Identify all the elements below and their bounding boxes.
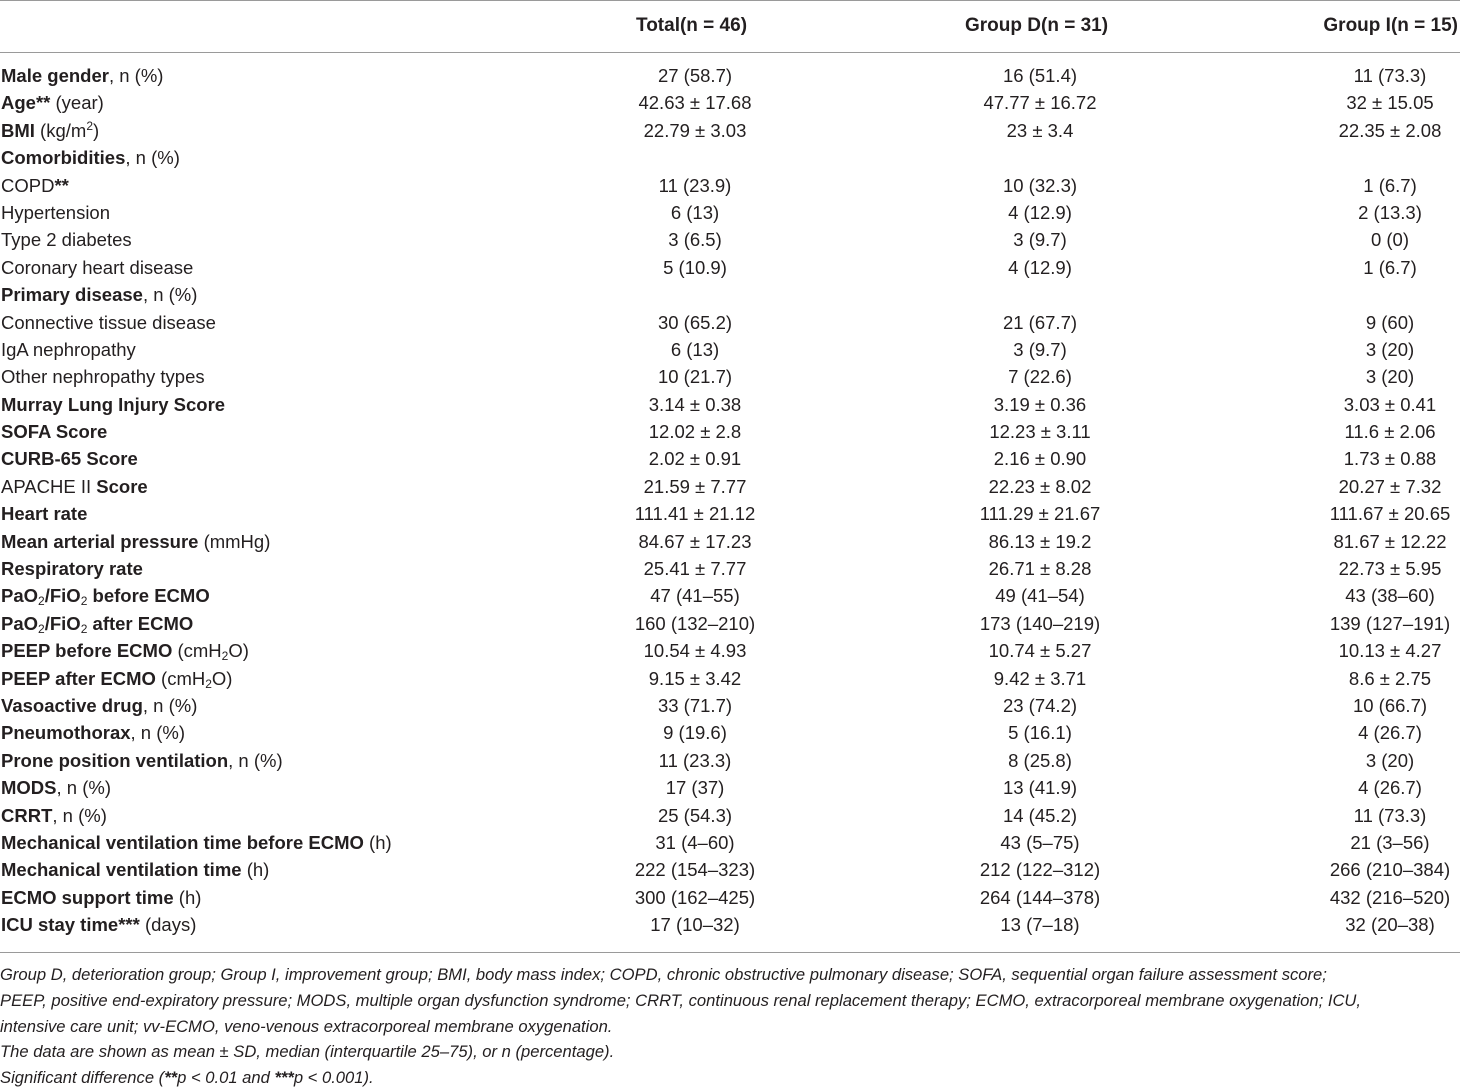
label-unit: (days) [139, 914, 197, 936]
row-label [1, 802, 107, 829]
row-label [1, 829, 392, 856]
table-row [0, 610, 1460, 637]
label-text: COPD [1, 174, 55, 196]
label-bold: Male gender [1, 65, 109, 86]
cell-group-i: 139 (127–191) [1329, 612, 1451, 634]
cell-group-i: 43 (38–60) [1345, 585, 1435, 607]
table-body [0, 62, 1460, 939]
header-group-i: Group I(n = 15) [1323, 15, 1458, 36]
table-row [0, 254, 1460, 281]
label-bold: PEEP after ECMO [1, 667, 156, 689]
cell-total: 6 (13) [670, 201, 720, 223]
label-bold: before ECMO [92, 585, 210, 607]
cell-total: 84.67 ± 17.23 [638, 530, 752, 552]
cell-group-i: 10.13 ± 4.27 [1338, 640, 1442, 662]
sig-p2: p < 0.001). [293, 1068, 374, 1088]
row-label [1, 692, 197, 719]
cell-group-i: 8.6 ± 2.75 [1348, 667, 1432, 689]
cell-group-i: 32 ± 15.05 [1346, 92, 1434, 114]
cell-total: 21.59 ± 7.77 [643, 475, 747, 497]
label-bold: Pneumothorax [1, 722, 131, 744]
row-label [1, 144, 180, 171]
cell-group-i: 0 (0) [1370, 229, 1410, 251]
label-bold: Respiratory rate [1, 558, 143, 580]
label-bold: after ECMO [92, 612, 194, 634]
label-bold: Vasoactive drug [1, 694, 143, 716]
row-label [1, 719, 185, 746]
cell-total: 33 (71.7) [657, 694, 733, 716]
cell-group-d: 16 (51.4) [1002, 65, 1078, 86]
row-label [1, 856, 269, 883]
cell-group-d: 14 (45.2) [1002, 804, 1078, 826]
cell-total: 2.02 ± 0.91 [648, 448, 742, 470]
row-label [1, 363, 205, 390]
label-text: Connective tissue disease [1, 311, 216, 333]
cell-group-d: 13 (41.9) [1002, 777, 1078, 799]
cell-group-i: 3.03 ± 0.41 [1343, 393, 1437, 415]
row-label [1, 391, 225, 418]
cell-total: 300 (162–425) [634, 886, 756, 908]
label-bold: Mean arterial pressure [1, 530, 199, 552]
table-header-row [0, 10, 1460, 44]
label-bold: ECMO support time [1, 886, 174, 908]
table-row [0, 665, 1460, 692]
footnote-abbreviations-3: intensive care unit; vv-ECMO, veno-venous extracorporeal membrane oxygenation. [0, 1016, 613, 1036]
cell-total: 12.02 ± 2.8 [648, 421, 742, 443]
cell-group-i: 10 (66.7) [1352, 694, 1428, 716]
table-row [0, 500, 1460, 527]
row-label [1, 254, 193, 281]
row-label [1, 117, 99, 144]
label-bold: Primary disease [1, 284, 143, 306]
row-label [1, 445, 138, 472]
label-subscript: 2 [80, 594, 88, 609]
table-row [0, 829, 1460, 856]
cell-total: 42.63 ± 17.68 [638, 92, 752, 114]
cell-group-i: 2 (13.3) [1358, 201, 1422, 223]
cell-group-i: 3 (20) [1365, 338, 1415, 360]
header-total: Total(n = 46) [636, 15, 748, 36]
row-label [1, 911, 196, 938]
cell-group-d: 111.29 ± 21.67 [979, 503, 1101, 525]
cell-group-d: 173 (140–219) [979, 612, 1101, 634]
label-unit: , n (%) [52, 804, 107, 826]
cell-total: 3 (6.5) [668, 229, 722, 251]
label-text: Coronary heart disease [1, 256, 194, 278]
table-row [0, 309, 1460, 336]
row-label [1, 610, 193, 637]
cell-group-d: 2.16 ± 0.90 [993, 448, 1087, 470]
label-bold: MODS [1, 777, 57, 799]
cell-total: 111.41 ± 21.12 [634, 503, 756, 525]
row-label [1, 747, 283, 774]
cell-group-i: 111.67 ± 20.65 [1329, 503, 1451, 525]
cell-group-i: 32 (20–38) [1345, 914, 1435, 936]
label-subscript: 2 [221, 649, 229, 664]
cell-total: 10 (21.7) [657, 366, 733, 388]
cell-total: 10.54 ± 4.93 [643, 640, 747, 662]
label-bold: PEEP before ECMO [1, 640, 173, 662]
table-row [0, 445, 1460, 472]
row-label [1, 226, 132, 253]
table-row [0, 172, 1460, 199]
cell-group-d: 22.23 ± 8.02 [988, 475, 1092, 497]
label-unit: , n (%) [56, 777, 111, 799]
label-unit: (h) [363, 831, 392, 853]
label-unit: , n (%) [125, 147, 180, 169]
cell-group-i: 11 (73.3) [1353, 804, 1427, 826]
footnote-data-note: The data are shown as mean ± SD, median (interquartile 25–75), or n (percentage). [0, 1042, 615, 1062]
cell-group-d: 4 (12.9) [1008, 256, 1072, 278]
row-label [1, 473, 148, 500]
row-label [1, 582, 210, 609]
cell-group-d: 264 (144–378) [979, 886, 1101, 908]
label-unit: , n (%) [108, 65, 164, 86]
cell-group-i: 266 (210–384) [1329, 859, 1451, 881]
table-row [0, 637, 1460, 664]
label-text: IgA nephropathy [1, 338, 136, 360]
cell-total: 27 (58.7) [657, 65, 733, 86]
cell-total: 22.79 ± 3.03 [643, 119, 747, 141]
cell-group-d: 47.77 ± 16.72 [983, 92, 1097, 114]
table-row [0, 911, 1460, 938]
table-row [0, 473, 1460, 500]
cell-group-d: 12.23 ± 3.11 [989, 421, 1091, 443]
cell-group-i: 9 (60) [1365, 311, 1415, 333]
cell-group-d: 86.13 ± 19.2 [988, 530, 1092, 552]
cell-total: 222 (154–323) [634, 859, 756, 881]
row-label [1, 62, 163, 89]
label-unit: , n (%) [228, 749, 283, 771]
row-label [1, 884, 201, 911]
label-bold: CURB-65 Score [1, 448, 138, 470]
cell-group-d: 4 (12.9) [1008, 201, 1072, 223]
cell-group-d: 3.19 ± 0.36 [993, 393, 1087, 415]
cell-group-i: 4 (26.7) [1358, 777, 1422, 799]
label-subscript: 2 [80, 621, 88, 636]
table-row [0, 528, 1460, 555]
table-row [0, 89, 1460, 116]
table-row [0, 199, 1460, 226]
table-row [0, 418, 1460, 445]
label-unit: (h) [173, 886, 202, 908]
table-row [0, 856, 1460, 883]
cell-group-d: 49 (41–54) [995, 585, 1085, 607]
cell-total: 17 (10–32) [650, 914, 740, 936]
cell-total: 25 (54.3) [657, 804, 733, 826]
cell-group-i: 1 (6.7) [1363, 256, 1417, 278]
label-bold: Age** [1, 92, 51, 114]
label-bold: Prone position ventilation [1, 749, 229, 771]
cell-group-d: 26.71 ± 8.28 [988, 558, 1092, 580]
table-row [0, 144, 1460, 171]
footnote-significance [0, 1065, 1460, 1091]
cell-group-i: 3 (20) [1365, 749, 1415, 771]
sig-star-3: *** [274, 1068, 294, 1088]
label-bold: PaO [1, 585, 39, 607]
label-bold: SOFA Score [1, 421, 108, 443]
label-subscript: 2 [205, 676, 212, 691]
label-text: Hypertension [1, 201, 111, 223]
label-unit: ) [93, 119, 100, 141]
row-label [1, 774, 111, 801]
label-unit: (mmHg) [198, 530, 271, 552]
label-unit: , n (%) [142, 284, 198, 306]
cell-total: 160 (132–210) [634, 612, 756, 634]
table-row [0, 555, 1460, 582]
table-row [0, 226, 1460, 253]
label-unit: (cmH [172, 640, 222, 662]
cell-total: 6 (13) [670, 338, 720, 360]
header-group-d: Group D(n = 31) [965, 15, 1109, 36]
label-unit: (h) [241, 859, 270, 881]
sig-p1: p < 0.01 and [177, 1068, 275, 1088]
cell-total: 11 (23.3) [658, 749, 732, 771]
label-bold: Score [96, 475, 148, 497]
cell-group-d: 3 (9.7) [1013, 338, 1067, 360]
label-text: APACHE II [1, 475, 97, 497]
label-text: Other nephropathy types [1, 366, 205, 388]
row-label [1, 199, 110, 226]
table-row [0, 774, 1460, 801]
row-label [1, 281, 197, 308]
sig-prefix: Significant difference ( [0, 1068, 165, 1088]
cell-group-d: 43 (5–75) [1000, 831, 1080, 853]
label-text: Type 2 diabetes [1, 229, 132, 251]
cell-group-i: 4 (26.7) [1358, 722, 1422, 744]
cell-total: 5 (10.9) [663, 256, 727, 278]
label-bold: Comorbidities [1, 147, 126, 169]
cell-group-i: 432 (216–520) [1329, 886, 1451, 908]
row-label [1, 309, 216, 336]
label-subscript: 2 [38, 621, 45, 636]
row-label [1, 555, 143, 582]
cell-total: 47 (41–55) [650, 585, 740, 607]
cell-group-i: 22.73 ± 5.95 [1338, 558, 1442, 580]
label-bold: CRRT [1, 804, 53, 826]
row-label [1, 172, 69, 199]
label-bold: ** [54, 174, 69, 196]
table-row [0, 582, 1460, 609]
cell-group-i: 22.35 ± 2.08 [1338, 119, 1442, 141]
cell-group-d: 21 (67.7) [1002, 311, 1078, 333]
label-bold: /FiO [44, 612, 81, 634]
table-header-rule [0, 52, 1460, 53]
cell-group-d: 23 ± 3.4 [1006, 119, 1074, 141]
label-bold: Murray Lung Injury Score [1, 393, 226, 415]
cell-total: 17 (37) [665, 777, 725, 799]
cell-group-i: 1 (6.7) [1363, 174, 1417, 196]
label-bold: BMI [1, 119, 35, 141]
row-label [1, 418, 107, 445]
label-unit: , n (%) [142, 694, 198, 716]
label-unit: (kg/m [34, 119, 87, 141]
cell-group-d: 23 (74.2) [1002, 694, 1078, 716]
cell-total: 30 (65.2) [657, 311, 733, 333]
table-row [0, 62, 1460, 89]
label-unit: (year) [50, 92, 104, 114]
label-unit: O) [228, 640, 249, 662]
footnote-abbreviations-2: PEEP, positive end-expiratory pressure; MODS, multiple organ dysfunction syndrome; CRRT, continuous renal replacement therapy; ECMO, extracorporeal membrane oxygenation; ICU, [0, 990, 1362, 1010]
label-unit: , n (%) [130, 722, 186, 744]
table-row [0, 802, 1460, 829]
cell-group-i: 3 (20) [1365, 366, 1415, 388]
cell-total: 3.14 ± 0.38 [648, 393, 742, 415]
cell-group-i: 21 (3–56) [1350, 831, 1430, 853]
label-subscript: 2 [38, 594, 45, 609]
footnote-abbreviations-1: Group D, deterioration group; Group I, improvement group; BMI, body mass index; COPD, chronic obstructive pulmonary disease; SOFA, sequential organ failure assessment score; [0, 965, 1327, 984]
table-row [0, 336, 1460, 363]
table-row [0, 719, 1460, 746]
cell-group-d: 13 (7–18) [1000, 914, 1080, 936]
row-label [1, 336, 136, 363]
table-row [0, 117, 1460, 144]
label-bold: Mechanical ventilation time before ECMO [1, 831, 364, 853]
cell-group-i: 11.6 ± 2.06 [1344, 421, 1436, 443]
table-row [0, 363, 1460, 390]
cell-group-i: 20.27 ± 7.32 [1338, 475, 1442, 497]
row-label [1, 500, 87, 527]
table-row [0, 692, 1460, 719]
table-row [0, 884, 1460, 911]
cell-group-d: 5 (16.1) [1008, 722, 1072, 744]
cell-group-i: 81.67 ± 12.22 [1333, 530, 1447, 552]
label-bold: Mechanical ventilation time [1, 859, 242, 881]
table-row [0, 391, 1460, 418]
cell-total: 11 (23.9) [658, 174, 732, 196]
cell-group-i: 11 (73.3) [1353, 65, 1427, 86]
cell-group-d: 10 (32.3) [1002, 174, 1078, 196]
cell-total: 25.41 ± 7.77 [643, 558, 747, 580]
row-label [1, 528, 270, 555]
row-label [1, 89, 104, 116]
cell-group-d: 8 (25.8) [1008, 749, 1072, 771]
label-bold: ICU stay time*** [1, 914, 140, 936]
label-superscript: 2 [86, 118, 93, 133]
cell-group-d: 3 (9.7) [1013, 229, 1067, 251]
cell-total: 31 (4–60) [655, 831, 735, 853]
cell-total: 9.15 ± 3.42 [648, 667, 742, 689]
label-unit: O) [211, 667, 233, 689]
cell-group-d: 9.42 ± 3.71 [993, 667, 1087, 689]
label-bold: Heart rate [1, 503, 88, 525]
table-row [0, 747, 1460, 774]
label-bold: PaO [1, 612, 39, 634]
table-bottom-rule [0, 952, 1460, 953]
cell-group-d: 10.74 ± 5.27 [988, 640, 1092, 662]
label-bold: /FiO [44, 585, 81, 607]
table-footnotes [0, 962, 1460, 1091]
table-top-rule [0, 0, 1460, 1]
sig-star-2: ** [164, 1068, 178, 1088]
cell-group-d: 212 (122–312) [979, 859, 1101, 881]
row-label [1, 665, 232, 692]
cell-total: 9 (19.6) [663, 722, 727, 744]
row-label [1, 637, 249, 664]
cell-group-i: 1.73 ± 0.88 [1343, 448, 1437, 470]
label-unit: (cmH [155, 667, 206, 689]
cell-group-d: 7 (22.6) [1008, 366, 1072, 388]
table-row [0, 281, 1460, 308]
